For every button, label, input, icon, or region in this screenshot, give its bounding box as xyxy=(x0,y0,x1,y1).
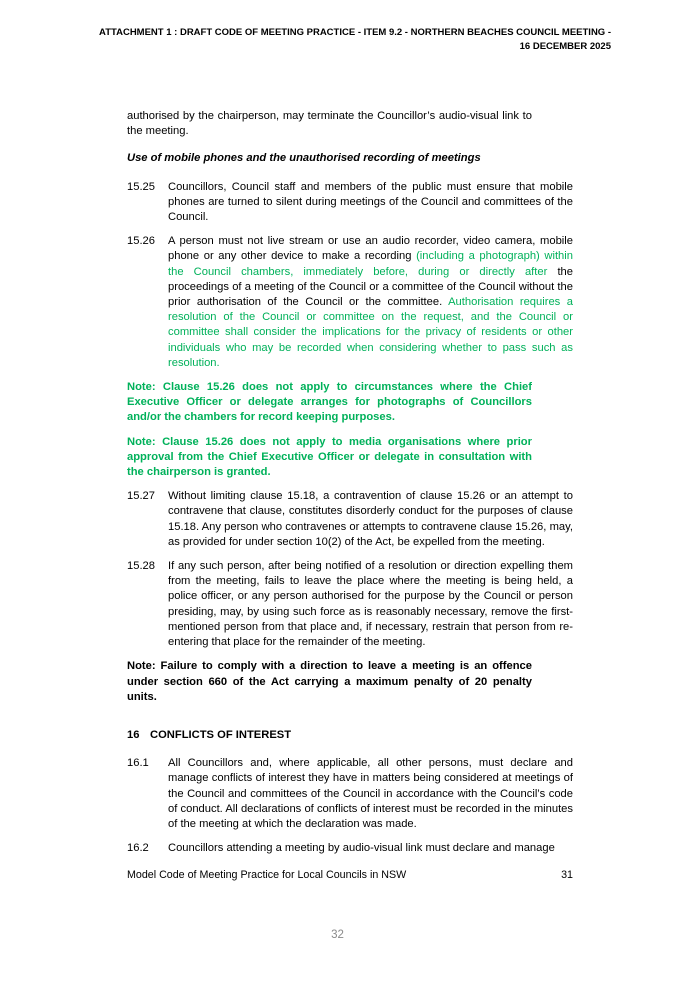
paragraph-intro-continuation: authorised by the chairperson, may terminate the Councillor’s audio-visual link to the meeting. xyxy=(127,110,532,138)
clause-15-27 xyxy=(127,489,573,550)
text-segment-green: Authorisation requires a resolution of the Council or committee on the request, and the Council or committee shall consider the implications for the privacy of residents or other individuals who may be recorded when considering whether to pass such as resolution. xyxy=(168,296,573,369)
clause-number: 16.1 xyxy=(127,757,149,770)
clause-15-26 xyxy=(127,234,573,371)
document-page xyxy=(0,26,675,981)
clause-15-28 xyxy=(127,559,573,650)
clause-text: If any such person, after being notified of a resolution or direction expelling them from the meeting, fails to leave the place where the meeting is being held, a police officer, or any person authorised for the purpose by the Council or person presiding, may, by using such force as is reasonably necessary, remove the first-mentioned person from that place and, if necessary, restrain that person from re-entering that place for the remainder of the meeting. xyxy=(168,560,573,649)
note-media-organisations: Note: Clause 15.26 does not apply to media organisations where prior approval from the Chief Executive Officer or delegate in consultation with the chairperson is granted. xyxy=(127,435,532,479)
clause-number: 15.28 xyxy=(127,560,155,573)
footer-page-ref: 31 xyxy=(561,869,573,882)
clause-16-1 xyxy=(127,756,573,832)
attachment-header-line2: 16 DECEMBER 2025 xyxy=(519,40,611,52)
section-16-heading xyxy=(127,728,573,743)
clause-number: 15.26 xyxy=(127,235,155,248)
text-segment-green: (including a photograph) within the Council chambers, immediately before, during or directly after xyxy=(168,250,573,278)
footer-title: Model Code of Meeting Practice for Local Councils in NSW xyxy=(127,869,407,882)
section-number: 16 xyxy=(127,728,140,741)
clause-text-rich xyxy=(168,235,573,369)
clause-16-2 xyxy=(127,841,573,856)
note-photographs: Note: Clause 15.26 does not apply to circumstances where the Chief Executive Officer or delegate arranges for photographs of Councillors and/or the chambers for record keeping purposes. xyxy=(127,381,532,424)
attachment-header xyxy=(57,26,611,53)
section-title: CONFLICTS OF INTEREST xyxy=(150,728,292,741)
note-offence-penalty: Note: Failure to comply with a direction to leave a meeting is an offence under section 660 of the Act carrying a maximum penalty of 20 penalty units. xyxy=(127,660,532,703)
subheading-mobile-phones: Use of mobile phones and the unauthorised recording of meetings xyxy=(127,152,481,165)
attachment-header-line1: ATTACHMENT 1 : DRAFT CODE OF MEETING PRACTICE - ITEM 9.2 - NORTHERN BEACHES COUNCIL MEETING - xyxy=(99,27,611,38)
clause-number: 15.27 xyxy=(127,490,155,503)
text-segment-black: the proceedings of a meeting of the Council or a committee of the Council without the prior authorisation of the Council or the committee. xyxy=(168,265,573,309)
clause-text: Without limiting clause 15.18, a contravention of clause 15.26 or an attempt to contravene that clause, constitutes disorderly conduct for the purposes of clause 15.18. Any person who contravenes or attempts to contravene clause 15.26, may, as provided for under section 10(2) of the Act, be expelled from the meeting. xyxy=(168,490,573,548)
clause-number: 16.2 xyxy=(127,842,149,855)
clause-text: Councillors attending a meeting by audio-visual link must declare and manage xyxy=(168,842,555,855)
document-footer xyxy=(127,868,573,882)
clause-15-25 xyxy=(127,180,573,226)
clause-text: Councillors, Council staff and members of the public must ensure that mobile phones are turned to silent during meetings of the Council and committees of the Council. xyxy=(168,180,573,224)
clause-text: All Councillors and, where applicable, all other persons, must declare and manage conflicts of interest they have in matters being considered at meetings of the Council and committees of the Council in accordance with the Council’s code of conduct. All declarations of conflicts of interest must be recorded in the minutes of the meeting at which the declaration was made. xyxy=(168,757,573,830)
pdf-page-number: 32 xyxy=(331,929,344,941)
document-body xyxy=(127,109,573,856)
clause-number: 15.25 xyxy=(127,180,155,193)
text-segment-black: A person must not live stream or use an audio recorder, video camera, mobile phone or any other device to make a recording xyxy=(168,235,573,263)
